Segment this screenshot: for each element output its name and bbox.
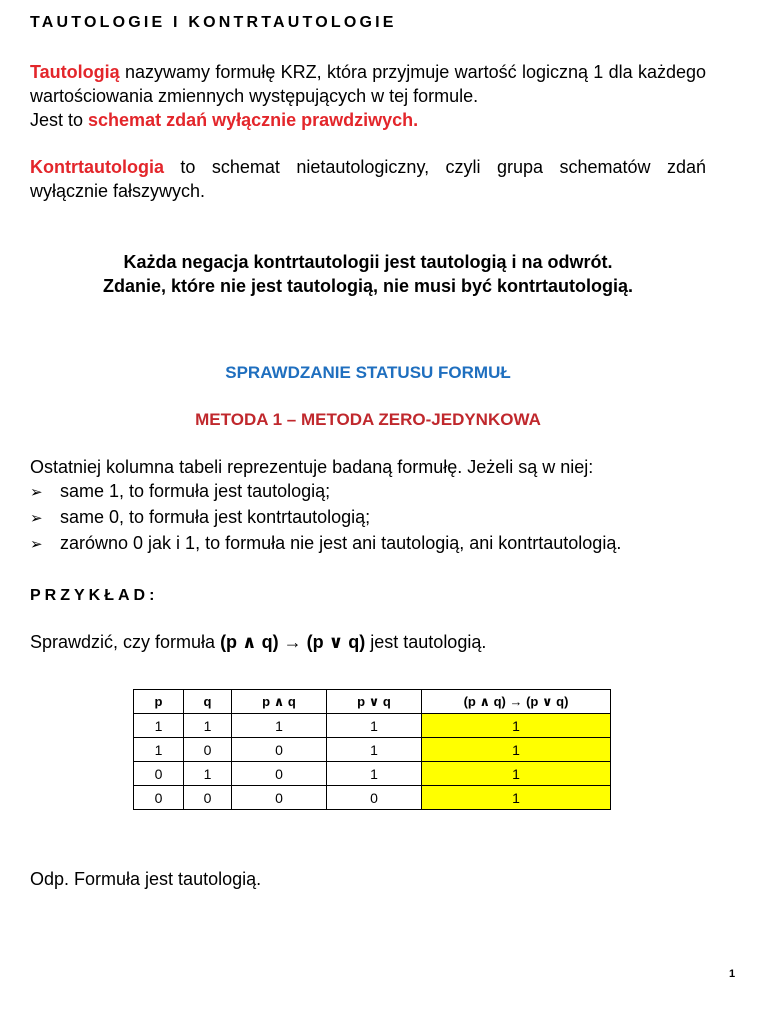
task-formula: (p ∧ q) → (p ∨ q): [220, 632, 366, 652]
list-item: [30, 531, 621, 557]
result-cell: 1: [422, 738, 611, 762]
column-header: p ∨ q: [327, 690, 422, 714]
tautology-highlight: schemat zdań wyłącznie prawdziwych.: [88, 110, 419, 130]
table-cell: 1: [184, 762, 232, 786]
table-cell: 0: [134, 786, 184, 810]
table-cell: 1: [327, 714, 422, 738]
table-cell: 0: [232, 762, 327, 786]
result-cell: 1: [422, 762, 611, 786]
column-header: p ∧ q: [232, 690, 327, 714]
table-row: [134, 762, 611, 786]
method-intro: Ostatniej kolumna tabeli reprezentuje badaną formułę. Jeżeli są w niej:: [30, 457, 594, 477]
method-heading: METODA 1 – METODA ZERO-JEDYNKOWA: [195, 410, 541, 429]
column-header: (p ∧ q) → (p ∨ q): [422, 690, 611, 714]
tautology-text: nazywamy formułę KRZ, która przyjmuje wartość logiczną 1 dla każdego wartościowania zmiennych występujących w tej formule.: [30, 62, 706, 106]
rule-2: Zdanie, które nie jest tautologią, nie musi być kontrtautologią.: [102, 276, 634, 296]
table-row: [134, 714, 611, 738]
section-heading: SPRAWDZANIE STATUSU FORMUŁ: [225, 363, 511, 382]
table-cell: 0: [232, 738, 327, 762]
tautology-line2-prefix: Jest to: [30, 110, 89, 130]
example-task: [30, 632, 486, 653]
tautology-term: Tautologią: [30, 62, 120, 82]
result-cell: 1: [422, 714, 611, 738]
table-cell: 1: [327, 738, 422, 762]
table-row: [134, 786, 611, 810]
table-cell: 0: [184, 738, 232, 762]
criteria-list: [30, 479, 621, 557]
list-item-text: same 0, to formuła jest kontrtautologią;: [60, 507, 371, 527]
table-row: [134, 738, 611, 762]
column-header: q: [184, 690, 232, 714]
table-cell: 1: [327, 762, 422, 786]
table-cell: 1: [134, 714, 184, 738]
kontrtautology-term: Kontrtautologia: [30, 157, 164, 177]
kontrtautology-text: to schemat nietautologiczny, czyli grupa schematów zdań wyłącznie fałszywych.: [30, 157, 706, 201]
kontrtautology-definition: [30, 155, 706, 203]
page-number: 1: [729, 968, 736, 980]
tautology-definition: [30, 60, 706, 132]
column-header: p: [134, 690, 184, 714]
table-cell: 0: [327, 786, 422, 810]
arrow-bullet-icon: ➢: [30, 510, 43, 527]
arrow-bullet-icon: ➢: [30, 536, 43, 553]
task-suffix: jest tautologią.: [365, 632, 487, 652]
rule-1: Każda negacja kontrtautologii jest tautologią i na odwrót.: [123, 252, 613, 272]
page-title: TAUTOLOGIE I KONTRTAUTOLOGIE: [30, 14, 397, 31]
example-label: PRZYKŁAD:: [30, 587, 159, 604]
list-item-text: same 1, to formuła jest tautologią;: [60, 481, 331, 501]
list-item: [30, 479, 621, 505]
task-prefix: Sprawdzić, czy formuła: [30, 632, 221, 652]
table-header-row: [134, 690, 611, 714]
list-item-text: zarówno 0 jak i 1, to formuła nie jest ani tautologią, ani kontrtautologią.: [60, 533, 622, 553]
list-item: [30, 505, 621, 531]
table-cell: 0: [232, 786, 327, 810]
table-cell: 0: [184, 786, 232, 810]
truth-table: [133, 689, 611, 810]
result-cell: 1: [422, 786, 611, 810]
table-cell: 1: [184, 714, 232, 738]
table-cell: 1: [232, 714, 327, 738]
table-cell: 0: [134, 762, 184, 786]
arrow-bullet-icon: ➢: [30, 484, 43, 501]
table-cell: 1: [134, 738, 184, 762]
answer-text: Odp. Formuła jest tautologią.: [30, 869, 262, 889]
